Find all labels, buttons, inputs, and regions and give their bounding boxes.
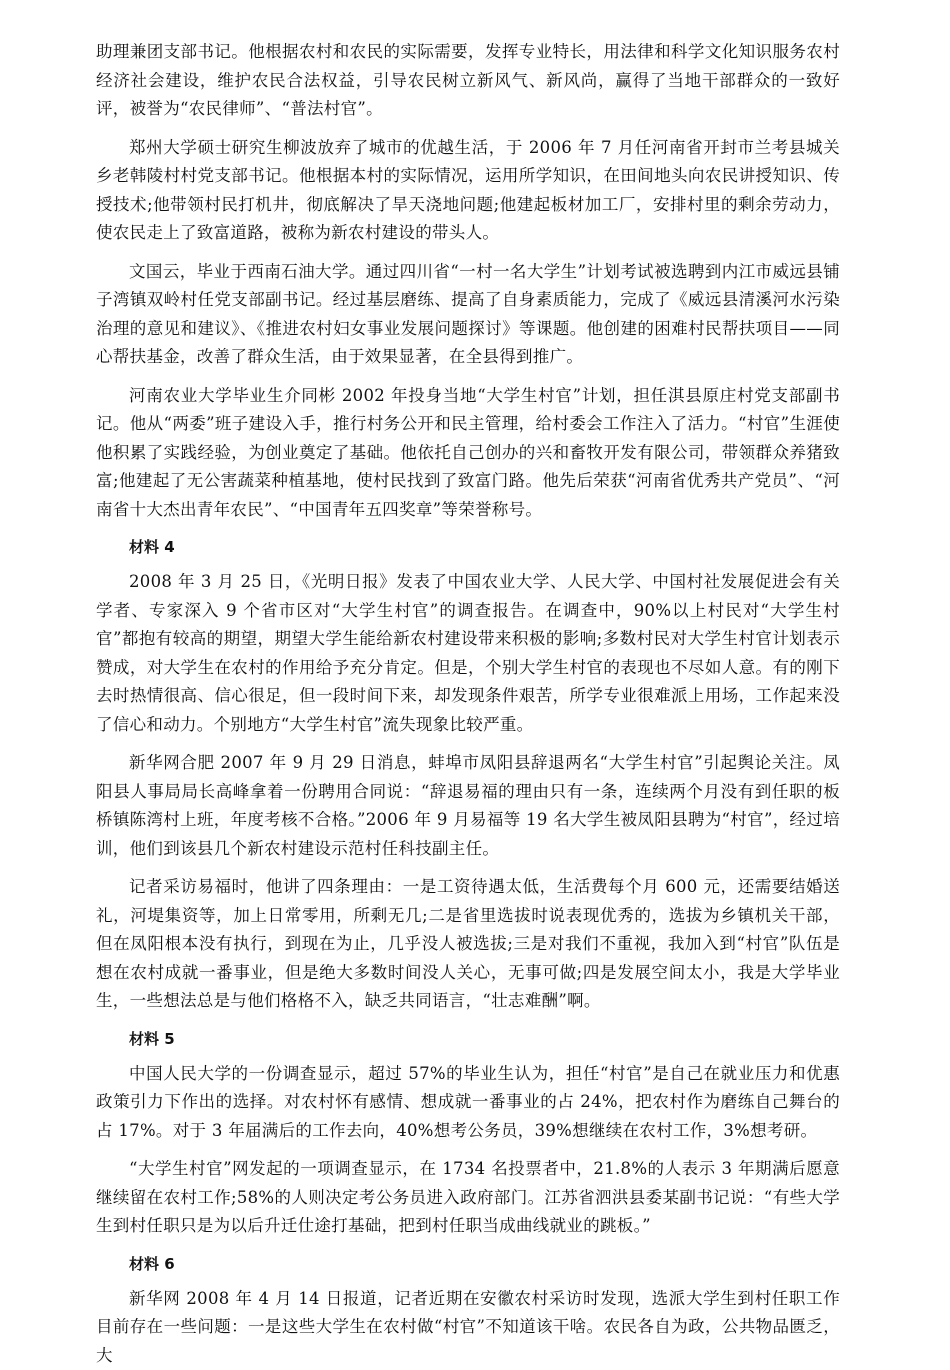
paragraph-jietongbin: 河南农业大学毕业生介同彬 2002 年投身当地“大学生村官”计划，担任淇县原庄村党支部副书记。他从“两委”班子建设入手，推行村务公开和民主管理，给村委会工作注入了活力。“村官”生涯使他积累了实践经验，为创业奠定了基础。他依托自己创办的兴和畜牧开发有限公司，带领群众养猪致富;他建起了无公害蔬菜种植基地，使村民找到了致富门路。他先后荣获“河南省优秀共产党员”、“河南省十大杰出青年农民”、“中国青年五四奖章”等荣誉称号。 [96,382,840,525]
paragraph-s6-1: 新华网 2008 年 4 月 14 日报道，记者近期在安徽农村采访时发现，选派大学生到村任职工作目前存在一些问题：一是这些大学生在农村做“村官”不知道该干啥。农民各自为政，公共物品匮乏，大 [96,1285,840,1370]
paragraph-s4-3: 记者采访易福时，他讲了四条理由：一是工资待遇太低，生活费每个月 600 元，还需要结婚送礼，河堤集资等，加上日常零用，所剩无几;二是省里选拔时说表现优秀的，选拔为乡镇机关干部，但在凤阳根本没有执行，到现在为止，几乎没人被选拔;三是对我们不重视，我加入到“村官”队伍是想在农村成就一番事业，但是绝大多数时间没人关心，无事可做;四是发展空间太小，我是大学毕业生，一些想法总是与他们格格不入，缺乏共同语言，“壮志难酬”啊。 [96,873,840,1016]
paragraph-s4-1: 2008 年 3 月 25 日，《光明日报》发表了中国农业大学、人民大学、中国村社发展促进会有关学者、专家深入 9 个省市区对“大学生村官”的调查报告。在调查中，90%以上村民对“大学生村官”都抱有较高的期望，期望大学生能给新农村建设带来积极的影响;多数村民对大学生村官计划表示赞成，对大学生在农村的作用给予充分肯定。但是，个别大学生村官的表现也不尽如人意。有的刚下去时热情很高、信心很足，但一段时间下来，却发现条件艰苦，所学专业很难派上用场，工作起来没了信心和动力。个别地方“大学生村官”流失现象比较严重。 [96,568,840,739]
paragraph-s5-1: 中国人民大学的一份调查显示，超过 57%的毕业生认为，担任“村官”是自己在就业压力和优惠政策引力下作出的选择。对农村怀有感情、想成就一番事业的占 24%，把农村作为磨练自己舞台的占 17%。对于 3 年届满后的工作去向，40%想考公务员，39%想继续在农村工作，3%想考研。 [96,1060,840,1146]
paragraph-wenguoyun: 文国云，毕业于西南石油大学。通过四川省“一村一名大学生”计划考试被选聘到内江市威远县铺子湾镇双岭村任党支部副书记。经过基层磨练、提高了自身素质能力，完成了《威远县清溪河水污染治理的意见和建议》、《推进农村妇女事业发展问题探讨》等课题。他创建的困难村民帮扶项目——同心帮扶基金，改善了群众生活，由于效果显著，在全县得到推广。 [96,258,840,372]
section-heading-5: 材料 5 [96,1026,840,1052]
paragraph-s4-2: 新华网合肥 2007 年 9 月 29 日消息，蚌埠市凤阳县辞退两名“大学生村官”引起舆论关注。凤阳县人事局局长高峰拿着一份聘用合同说：“辞退易福的理由只有一条，连续两个月没有到任职的板桥镇陈湾村上班，年度考核不合格。”2006 年 9 月易福等 19 名大学生被凤阳县聘为“村官”，经过培训，他们到该县几个新农村建设示范村任科技副主任。 [96,749,840,863]
section-heading-4: 材料 4 [96,534,840,560]
paragraph-liubo: 郑州大学硕士研究生柳波放弃了城市的优越生活，于 2006 年 7 月任河南省开封市兰考县城关乡老韩陵村村党支部书记。他根据本村的实际情况，运用所学知识，在田间地头向农民讲授知识、传授技术;他带领村民打机井，彻底解决了旱天浇地问题;他建起板材加工厂，安排村里的剩余劳动力，使农民走上了致富道路，被称为新农村建设的带头人。 [96,134,840,248]
section-heading-6: 材料 6 [96,1251,840,1277]
paragraph-continued: 助理兼团支部书记。他根据农村和农民的实际需要，发挥专业特长，用法律和科学文化知识服务农村经济社会建设，维护农民合法权益，引导农民树立新风气、新风尚，赢得了当地干部群众的一致好评，被誉为“农民律师”、“普法村官”。 [96,38,840,124]
paragraph-s5-2: “大学生村官”网发起的一项调查显示，在 1734 名投票者中，21.8%的人表示 3 年期满后愿意继续留在农村工作;58%的人则决定考公务员进入政府部门。江苏省泗洪县委某副书记说：“有些大学生到村任职只是为以后升迁仕途打基础，把到村任职当成曲线就业的跳板。” [96,1155,840,1241]
